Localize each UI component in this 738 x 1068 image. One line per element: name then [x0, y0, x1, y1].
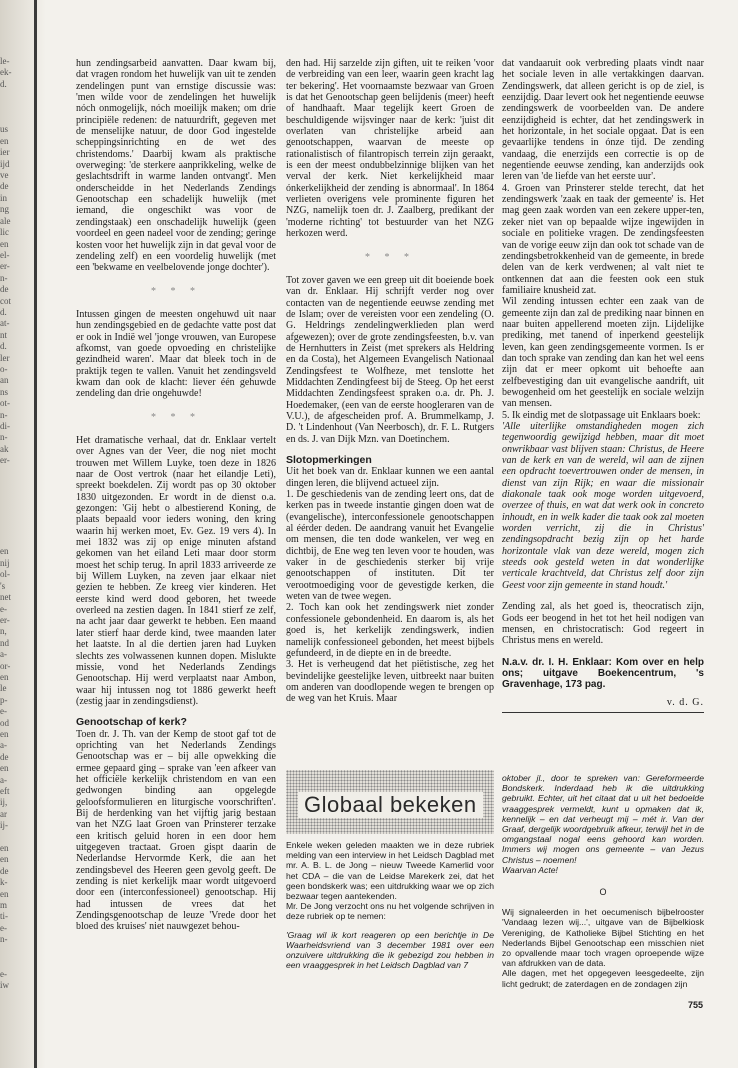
prev-page-fragment: er-: [0, 261, 10, 272]
prev-page-fragment: en: [0, 546, 9, 557]
binding-edge: [34, 0, 37, 1068]
letter-signoff: Waarvan Acte!: [502, 864, 558, 875]
section-separator: * * *: [151, 285, 201, 297]
prev-page-fragment: [0, 478, 30, 489]
prev-page-fragment: cot: [0, 295, 11, 306]
column-rule: [502, 712, 704, 713]
col1-paragraph-4: Toen dr. J. Th. van der Kemp de stoot gaf tot de oprichting van het Nederlands Zendings Genootschap was er – bij alle opwekking die ermee gepaard ging – sprake van 'een afkeer van het officiële kerkelijk christendom en van een gedwongen binding aan opgelegde geloofsformulieren en liturgische voorschriften'. Bij de herdenking van het vijftig jarig bestaan van het NZG laat Groen van Prinsterer terzake een kritisch geluid horen in een door hem uitgegeven tractaat. Groen gispt daarin de Nederlandse Hervormde Kerk, die aan het zendingsbevel des Heeren geen gevolg geeft. De zending is niet kerkelijk maar wordt uitgevoerd door een (interconfessioneel) genootschap. Hij had intussen de vrees dat het Zendingsgenootschap de leuze 'Vrede door het bloed des kruises' niet nauwgezet behou-: [76, 728, 276, 933]
prev-page-fragment: er-: [0, 614, 10, 625]
prev-page-fragment: [0, 832, 30, 843]
closing-quote: 'Alle uiterlijke omstandigheden mogen zich tegenwoordig gewijzigd hebben, maar dit moet onwrikbaar vast blijven staan: Christus, de Heere van de kerk en van de wereld, wil aan de zijnen een opdracht toevertrouwen onder de mensen, in dienst van zijn Rijk; en waar die missionair diakonale taak ook moge worden uitgevoerd, overzee of thuis, en wat dat werk ook in concreto inhoudt, en in welk kader die taak ook zal moeten worden verricht, zij die in Christus' zendingsopdracht bezig zijn op het harde horizontale vlak van deze wereld, mogen zich steeds ook gesteld weten in dat wonderlijke verticale krachtveld, dat Christus zelf door zijn Geest voor zijn gemeente in stand houdt.': [502, 421, 704, 591]
prev-page-fragment: n-: [0, 409, 8, 420]
prev-page-fragment: at-: [0, 318, 10, 329]
prev-page-fragment: en: [0, 854, 9, 865]
prev-page-fragment: ar: [0, 808, 7, 819]
prev-page-fragment: lic: [0, 227, 9, 238]
prev-page-fragment: [0, 102, 30, 113]
prev-page-fragment: a-: [0, 740, 7, 751]
col3-paragraph-5: Zending zal, als het goed is, theocratisch zijn, Gods eer beogend in het tot het heil nodigen van mensen, en christocratisch: God regeert in Christus mens en wereld.: [502, 601, 704, 647]
col2-point-3: 3. Het is verheugend dat het piëtistische, zeg het bevindelijke geestelijke leven, uitbreekt naar buiten om anderen van doodlopende wegen te brengen op de weg van het Kruis. Maar: [286, 659, 494, 705]
prev-page-fragment: ale: [0, 215, 11, 226]
globaal-paragraph-1: Enkele weken geleden maakten we in deze rubriek melding van een interview in het Leidsch Dagblad met mr. A. B. L. de Jong – nieuw Tweede Kamerlid voor het CDA – die van de Leidse Marekerk zei, dat het geen bondskerk was; een uitdrukking waar we op zich bezwaar tegen aantekenden.: [286, 840, 494, 902]
prev-page-fragment: le-: [0, 56, 10, 66]
page-number: 755: [688, 1000, 704, 1010]
col2-paragraph-2: Tot zover gaven we een greep uit dit boeiende boek van dr. Enklaar. Hij schrijft verder nog over contacten van de negentiende eeuwse zending met de Islam; over de vereisten voor een zendeling (O. G. Heldrings zendelingwerklieden plan werd afgewezen); over de grote zendingsfeesten, b.v. van de Hernhutters in Zeist (met sprekers als Heldring en da Costa), het Algemeen Evangelisch Nationaal Zendingsfeest te Wolfheze, met tenslotte het Middachten Zendingfeest bij de Steeg. Op het eerst Middachten Zendingsfeest spraken o.a. dr. Ph. J. Hoedemaker, (een van de eerste hoogleraren van de V.U.), de afgescheiden prof. A. Brummelkamp, J. D. 't Lindenhout (Van Neerbosch), dr. F. L. Rutgers en ds. J. van Dijk Mzn. van Doetinchem.: [286, 274, 494, 445]
prev-page-fragment: ti-: [0, 911, 8, 922]
prev-page-fragment: ij-: [0, 820, 8, 831]
section-separator: * * *: [365, 251, 415, 263]
prev-page-fragment: ot-: [0, 398, 10, 409]
prev-page-fragment: [0, 524, 30, 535]
prev-page-fragment: er-: [0, 455, 10, 466]
prev-page-fragment: en: [0, 888, 9, 899]
prev-page-fragment: e-: [0, 603, 7, 614]
prev-page-fragment: de: [0, 751, 9, 762]
circle-separator: O: [599, 887, 607, 898]
prev-page-fragment: en: [0, 671, 9, 682]
prev-page-fragment: en: [0, 135, 9, 146]
prev-page-fragment: a-: [0, 774, 7, 785]
column-2: [286, 58, 494, 705]
prev-page-fragment: eft: [0, 786, 10, 796]
prev-page-fragment: [0, 535, 30, 546]
prev-page-fragment: ier: [0, 147, 10, 158]
prev-page-fragment: d.: [0, 78, 7, 89]
prev-page-fragment: ek-: [0, 67, 12, 78]
prev-page-fragment: nt: [0, 329, 8, 340]
col1-paragraph-1: hun zendingsarbeid aanvatten. Daar kwam bij, dat vragen rondom het huwelijk van uit te zenden zendelingen punt van ernstige discussie was: 'men wilde voor de zendelingen het huwelijk nóch onmogelijk, nóch moeilijk maken; om drie principiële redenen: de natuurdrift, gegeven met de menselijke natuur, de door God ingestelde scheppingsinrichting en de wet des christendoms.' Daarbij kwam als praktische overweging: 'de sterkere aanprikkeling, welke de geslachtsdrift in warme landen ontvangt'. Men onderscheidde in het Nederlands Zendings Genootschap een schadelijk huwelijk (met iemand, die ongeschikt was voor de zendingstaak) een onschadelijk huwelijk (geen voordeel en geen nadeel voor de zending; geringe kosten voor het huwelijk zijn in dat geval voor de zendeling zelf) en een voordelig huwelijk (met een 'bekwame en veelbelovende jonge dochter').: [76, 58, 276, 274]
globaal-bekeken-section: [286, 770, 494, 970]
prev-page-fragment: ler: [0, 352, 10, 363]
col1-paragraph-3: Het dramatische verhaal, dat dr. Enklaar vertelt over Agnes van der Veer, die nog niet mocht trouwen met Willem Luyke, toen deze in 1826 naar de Oost vertrok (naar het eilandje Leti), spreekt boekdelen. Zij wordt pas op 30 oktober 1830 uitgezonden. Er wordt in de dienst o.a. gezongen: 'Gij hebt o albestierend Koning, de plaats bepaald voor ieders woning, den kring waarin hij werken moet, Ev. Gez. 19 vers 4). In mei 1832 was zij op enige minuten afstand gekomen van het eiland Leti maar door storm moest het schip terug. In april 1833 arriveerde ze bij Willem Luyken, na zeven jaar elkaar niet gezien te hebben. Ze kreeg vier kinderen. Het eerste kind werd dood geboren, het tweede overleed na zestien dagen. In 1841 stierf ze zelf, na acht jaar daar gewerkt te hebben. Een maand later stierf haar derde kind, twee maanden later het laatste. In al die dertien jaren had Luyken slechts zes volwassenen kunnen dopen. Mislukte missie, vond het Nederlands Zendings Genootschap. Hij werd verplaatst naar Ambon, waar hij intussen nog tot 1886 gewerkt heeft (zestig jaar in zendingsdienst).: [76, 434, 276, 707]
prev-page-fragment: 's: [0, 580, 6, 591]
prev-page-fragment: or-: [0, 660, 11, 671]
col3-paragraph-1: dat vandaaruit ook verbreding plaats vindt naar het sociale leven in alle vertakkingen daarvan. Zendingswerk, dat alleen gericht is op de ziel, is eenzijdig. Daar levert ook het negentiende eeuwse zendingswerk de voorbeelden van. De andere eenzijdigheid is echter, dat het zendingswerk in het horizontale, in het sociale opgaat. Dat is een gevaarlijke tendens in ónze tijd. De zending vandaag, die enerzijds een correctie is op de negentiende eeuwse zending, kan anderzijds ook leren van 'de liefde van het eerste uur'.: [502, 58, 704, 183]
prev-page-fragment: p-: [0, 694, 8, 705]
col3-point-4: 4. Groen van Prinsterer stelde terecht, dat het zendingswerk 'zaak en taak der gemeente' is. Het mag geen zaak worden van een zekere upper-ten, zeker niet van op bepaalde wijze ingewijden in sociale en politieke vragen. De zendingsfeesten van de vorige eeuw zijn dan ook tot schade van de zendingsbetrokkenheid van de gemeente, in brede delen van de kerk verdwenen; al valt niet te ontkennen dat aan die feesten ook een stuk familiaire knusheid zat.: [502, 182, 704, 296]
prev-page-fragment: di-: [0, 421, 10, 431]
prev-page-fragment: od: [0, 717, 9, 728]
bijbelrooster-paragraph-2: Alle dagen, met het opgegeven leesgedeelte, zijn licht gedrukt; de zaterdagen en de zondagen zijn: [502, 968, 704, 989]
prev-page-fragment: in: [0, 192, 8, 203]
col2-point-1: 1. De geschiedenis van de zending leert ons, dat de kerken pas in tweede instantie gingen doen wat de (evangelische), interconfessionele genootschappen al éérder deden. De aandrang vanuit het Evangelie om mensen, die ten dode wankelen, ver weg en dichtbij, de Ene weg ten leven voor te houden, was vaker in de geschiedenis sterker bij vrije genootschappen of instituten. Dit ter verootmoediging voor de gevestigde kerken, die weten van de twee wegen.: [286, 489, 494, 603]
prev-page-fragment: en: [0, 843, 9, 854]
prev-page-fragment: e-: [0, 922, 7, 933]
prev-page-fragment: [0, 501, 30, 512]
subheading-slotopmerkingen: Slotopmerkingen: [286, 454, 372, 466]
prev-page-fragment: ijd: [0, 158, 10, 169]
prev-page-fragment: d.: [0, 341, 7, 352]
reviewer-initials: v. d. G.: [666, 696, 704, 708]
col2-paragraph-3: Uit het boek van dr. Enklaar kunnen we een aantal dingen leren, die blijvend actueel zijn.: [286, 466, 494, 489]
col1-paragraph-2: Intussen gingen de meesten ongehuwd uit naar hun zendingsgebied en de gedachte vatte post dat er ook in Indië wel 'jonge vrouwen, van Europese afkomst, van goede opvoeding en christelijke gezindheid waren'. Maar dat bleek toch in de praktijk tegen te vallen. Vanuit het zendingsveld kwam dan ook de klacht: liever één gehuwde zendeling dan drie ongehuwde!: [76, 308, 276, 400]
prev-page-fragment: iw: [0, 979, 9, 990]
prev-page-fragment: [0, 489, 30, 500]
prev-page-fragment: nd: [0, 637, 9, 648]
letter-continuation: oktober jl., door te spreken van: Gereformeerde Bondskerk. Inderdaad heb ik die uitdrukking gebruikt. Echter, uit het citaat dat u uit het bedoelde vraaggesprek vermeldt, kunt u opmaken dat ik, kennelijk – en dat verheugt mij – mét ir. Van der Graaf, dergelijk woordgebruik afkeur, terwijl het in de omgangstaal nogal eens gehoord kan worden. Immers wij mogen ons gemeente – van Jezus Christus – noemen!: [502, 773, 704, 865]
prev-page-fragment: le: [0, 683, 7, 694]
prev-page-fragment: [0, 90, 30, 101]
prev-page-fragment: el-: [0, 249, 10, 260]
prev-page-fragment: us: [0, 124, 9, 135]
globaal-body: [286, 840, 494, 970]
prev-page-fragment: n,: [0, 626, 7, 637]
prev-page-fragment: e-: [0, 968, 7, 979]
prev-page-fragment: [0, 946, 30, 957]
globaal-header-box: [286, 770, 494, 834]
col2-paragraph-1: den had. Hij sarzelde zijn giften, uit te reiken 'voor de verbreiding van een leer, waarin geen kracht lag ter bekering'. Het voornaamste bezwaar van Groen is dat het Genootschap geen belijdenis (meer) heeft of handhaaft. Maar tegelijk keert Groen de beschuldigende wijsvinger naar de kerk: 'juist dit overlaten van christelijke arbeid aan genootschappen, waarvan de meeste op rationalistisch of filantropisch terrein zijn geraakt, is een der meest ondubbelzinnige blijken van het verval der kerk. Niet kerkelijkheid maar ónkerkelijkheid der zending is abnormaal'. In 1864 verlieten overigens vele prominente figuren het NZG, namelijk toen dr. J. Zaalberg, predikant der 'moderne richting' tot bestuurder van het NZG herkozen werd.: [286, 58, 494, 240]
prev-page-fragment: net: [0, 592, 11, 603]
prev-page-fragment: de: [0, 284, 9, 295]
globaal-letter: 'Graag wil ik kort reageren op een berichtje in De Waarheidsvriend van 3 december 1981 over een onzuivere uitdrukking die ik gebezigd zou hebben in een vraaggesprek in het Leidsch Dagblad van 7: [286, 929, 494, 971]
prev-page-fragment: [0, 467, 30, 478]
prev-page-fragment: en: [0, 728, 9, 739]
col2-point-2: 2. Toch kan ook het zendingswerk niet zonder confessionele gebondenheid. En daarom is, als het goed is, het kerkelijk zendingswerk, indien namelijk confessioneel gebonden, het meest bijbels gefundeerd, in de diepte en in de breedte.: [286, 602, 494, 659]
prev-page-fragment: e-: [0, 706, 7, 717]
prev-page-fragment: nij: [0, 557, 10, 568]
prev-page-fragment: m: [0, 900, 8, 911]
prev-page-fragment: a-: [0, 649, 7, 660]
globaal-continuation: [502, 773, 704, 989]
prev-page-fragment: ve: [0, 170, 9, 181]
prev-page-fragment: an: [0, 375, 9, 386]
book-reference: N.a.v. dr. I. H. Enklaar: Kom over en help ons; uitgave Boekencentrum, 's Gravenhage, 173 pag.: [502, 656, 704, 691]
prev-page-fragment: k-: [0, 877, 8, 888]
column-1: [76, 58, 276, 933]
prev-page-fragment: o-: [0, 363, 8, 374]
subheading-genootschap: Genootschap of kerk?: [76, 716, 187, 729]
previous-page-fragment: [0, 56, 30, 1016]
prev-page-fragment: ij,: [0, 797, 8, 808]
prev-page-fragment: n-: [0, 432, 8, 443]
prev-page-fragment: ng: [0, 204, 9, 215]
prev-page-fragment: de: [0, 181, 9, 192]
globaal-title: Globaal bekeken: [298, 792, 483, 818]
section-separator: * * *: [151, 411, 201, 423]
prev-page-fragment: d.: [0, 306, 7, 317]
prev-page-fragment: en: [0, 763, 9, 774]
prev-page-fragment: n-: [0, 272, 8, 283]
prev-page-fragment: [0, 512, 30, 523]
prev-page-fragment: ns: [0, 386, 9, 397]
prev-page-fragment: n-: [0, 934, 8, 945]
prev-page-fragment: [0, 113, 30, 124]
prev-page-fragment: en: [0, 238, 9, 249]
column-3: [502, 58, 704, 713]
col3-paragraph-3: Wil zending intussen echter een zaak van de gemeente zijn dan zal de prediking naar binnen en naar buiten appellerend moeten zijn. Lijdelijke prediking, met tanend of inperkend geestelijk leven, kan geen zendingsgemeente vormen. Is er dan toch sprake van zending dan kan het wel eens zijn dat er meer opkomt uit behoefte aan zelfbevestiging dan uit evangelische aandrift, uit bewogenheid om het geestelijk en sociale welzijn van mensen.: [502, 296, 704, 410]
prev-page-fragment: ak: [0, 443, 9, 454]
prev-page-fragment: ol-: [0, 569, 10, 580]
prev-page-fragment: [0, 957, 30, 968]
col3-point-5: 5. Ik eindig met de slotpassage uit Enklaars boek:: [502, 409, 701, 421]
prev-page-fragment: de: [0, 865, 9, 876]
globaal-paragraph-2: Mr. De Jong verzocht ons nu het volgende schrijven in deze rubriek op te nemen:: [286, 901, 494, 922]
bijbelrooster-paragraph: Wij signaleerden in het oecumenisch bijbelrooster 'Vandaag lezen wij...', uitgave van de Bijbelkiosk Vereniging, de Katholieke Bijbel Stichting en het Nederlands Bijbel Genootschap een misschien niet zo opvallende maar toch vragen oproepende wijze van afdrukken van de data.: [502, 907, 704, 969]
